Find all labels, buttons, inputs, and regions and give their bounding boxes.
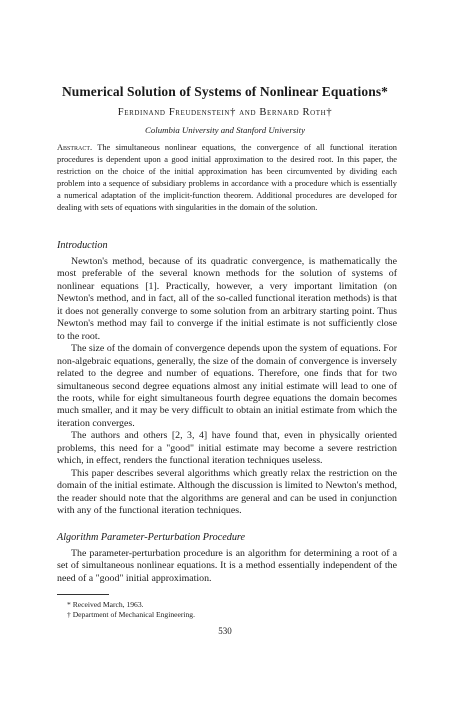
footnotes: [57, 600, 397, 621]
section-heading-introduction: Introduction: [57, 240, 108, 251]
paper-title: Numerical Solution of Systems of Nonlinear Equations*: [61, 84, 389, 99]
intro-paragraph-3: The authors and others [2, 3, 4] have found that, even in physically oriented problems, this need for a "good" initial estimate may become a severe restriction which, in effect, renders the functional iteration techniques useless.: [57, 430, 397, 467]
intro-paragraph-2: The size of the domain of convergence depends upon the system of equations. For non-algebraic equations, generally, the size of the domain of convergence is inversely related to the degree and number of equations. Therefore, one finds that for two simultaneous second degree equations almost any initial estimate will lead to one of the roots, while for eight simultaneous fourth degree equations the domain becomes much smaller, and it may be very difficult to obtain an initial estimate from which the iteration converges.: [57, 343, 397, 429]
intro-paragraph-4: This paper describes several algorithms which greatly relax the restriction on the domain of the initial estimate. Although the discussion is limited to Newton's method, the reader should note that the algorithms are general and can be used in conjunction with any of the functional iteration techniques.: [57, 467, 397, 517]
footnote-received: * Received March, 1963.: [67, 600, 144, 609]
footnote-rule: [57, 594, 109, 595]
algorithm-body: [57, 548, 397, 585]
abstract-lead: Abstract.: [57, 143, 93, 152]
section-heading-algorithm: Algorithm Parameter-Perturbation Procedure: [57, 532, 246, 543]
page-number: 530: [218, 626, 232, 636]
intro-paragraph-1: Newton's method, because of its quadratic convergence, is mathematically the most preferable of the several known methods for the solution of systems of nonlinear equations [1]. Practically, however, a very important limitation (on Newton's method, and in fact, all of the so-called functional iteration methods) is that it does not generally converge to some solution from an arbitrary starting point. Thus Newton's method may fail to converge if the initial estimate is not sufficiently close to the root.: [57, 256, 397, 342]
algorithm-paragraph: The parameter-perturbation procedure is an algorithm for determining a root of a set of simultaneous nonlinear equations. It is a method essentially independent of the need of a "good" initial approximation.: [57, 548, 397, 584]
introduction-body: [57, 256, 397, 518]
abstract: [57, 142, 397, 214]
abstract-text: The simultaneous nonlinear equations, the convergence of all functional iteration procedures is dependent upon a good initial approximation to the desired root. In this paper, the restriction on the choice of the initial approximation has been circumvented by dividing each problem into a sequence of subsidiary problems in accordance with a procedure which is essentially a numerical adaptation of the implicit-function theorem. Additional procedures are developed for dealing with sets of equations with singularities in the domain of the solution.: [57, 143, 397, 212]
author-line: Ferdinand Freudenstein† and Bernard Roth†: [117, 107, 333, 118]
footnote-department: † Department of Mechanical Engineering.: [67, 610, 195, 620]
affiliation-line: Columbia University and Stanford University: [145, 125, 305, 135]
